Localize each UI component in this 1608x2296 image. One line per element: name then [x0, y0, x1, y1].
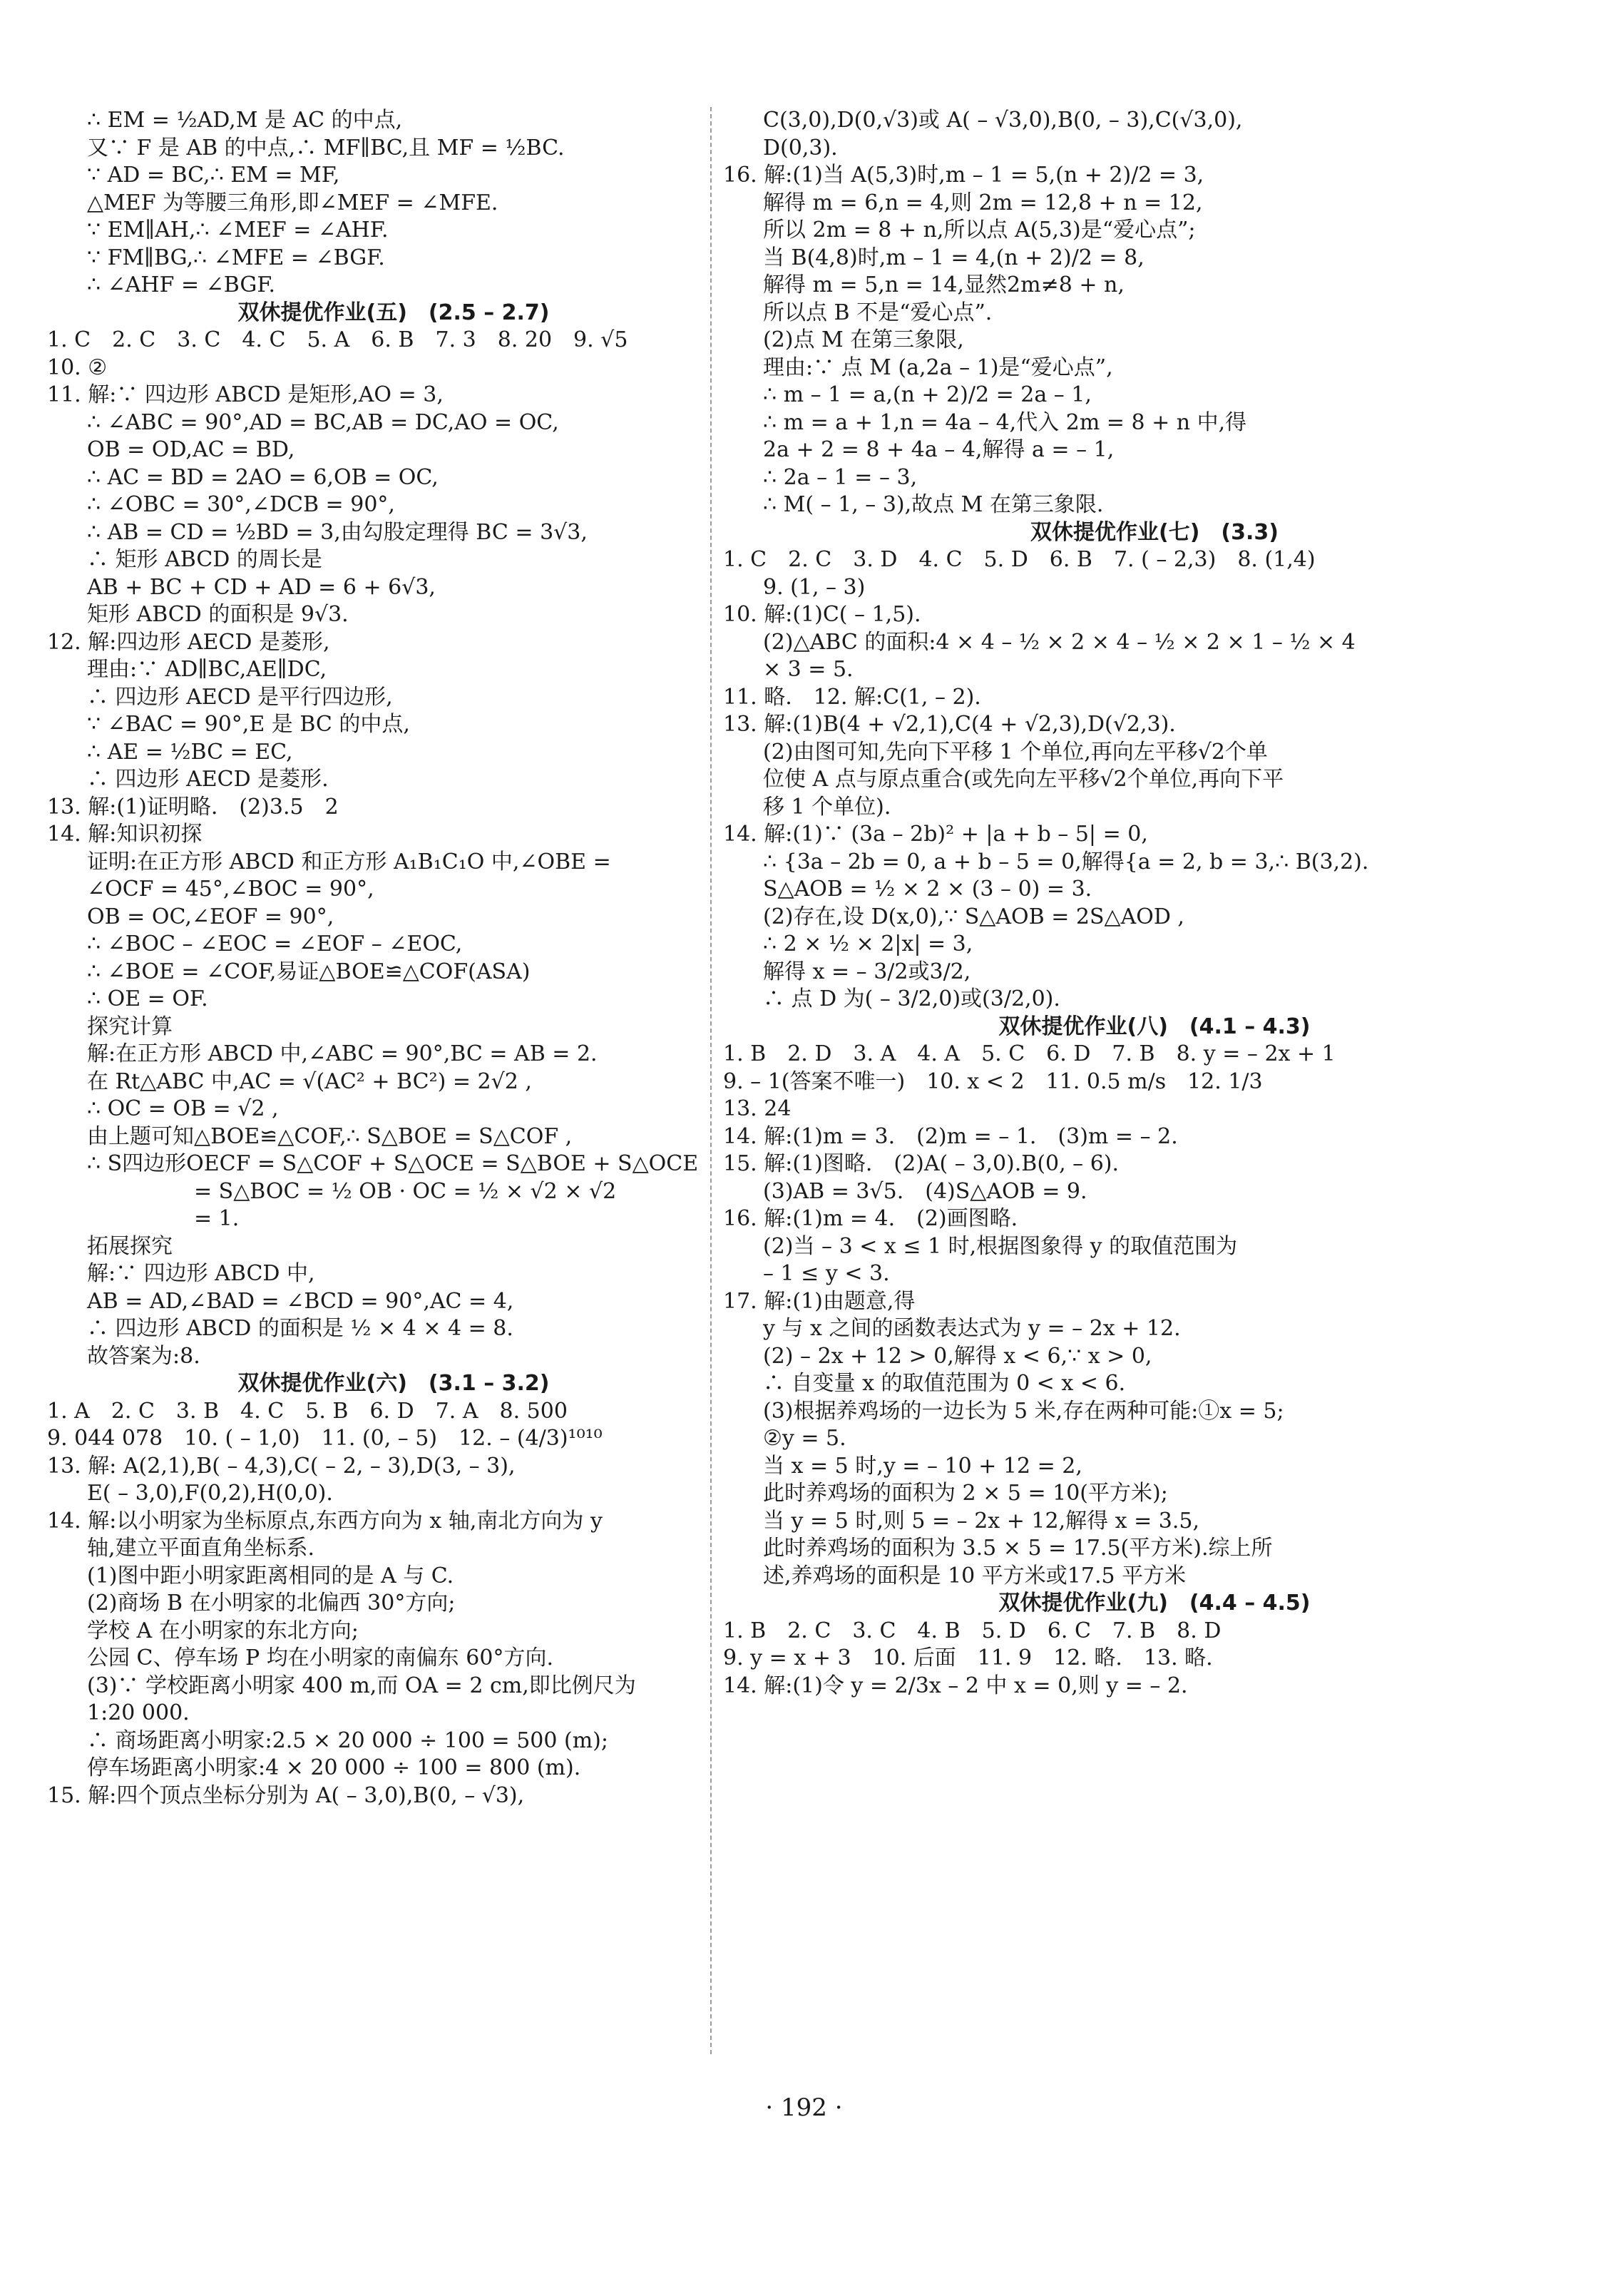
answer-line: ∴ 四边形 ABCD 的面积是 ½ × 4 × 4 = 8.	[87, 1316, 513, 1341]
answer-line: 14. 解:知识初探	[47, 822, 203, 847]
answer-line: AB = AD,∠BAD = ∠BCD = 90°,AC = 4,	[87, 1288, 514, 1314]
answer-line: 12. 解:四边形 AECD 是菱形,	[47, 629, 330, 655]
answer-line: 学校 A 在小明家的东北方向;	[87, 1618, 359, 1643]
answer-line: 此时养鸡场的面积为 2 × 5 = 10(平方米);	[763, 1481, 1168, 1506]
answer-line: ∵ ∠BAC = 90°,E 是 BC 的中点,	[87, 712, 410, 737]
answer-line: ∴ EM = ½AD,M 是 AC 的中点,	[87, 108, 403, 133]
answer-line: (2)△ABC 的面积:4 × 4 – ½ × 2 × 4 – ½ × 2 × 1 – ½ × 4	[763, 629, 1356, 655]
answer-line: ∵ AD = BC,∴ EM = MF,	[87, 163, 340, 188]
answer-line: (3)AB = 3√5. (4)S△AOB = 9.	[763, 1178, 1087, 1204]
answer-line: (2)商场 B 在小明家的北偏西 30°方向;	[87, 1591, 456, 1616]
answer-line: (2)点 M 在第三象限,	[763, 327, 964, 352]
answer-line: (2)当 – 3 < x ≤ 1 时,根据图象得 y 的取值范围为	[763, 1233, 1238, 1259]
answer-line: 探究计算	[87, 1014, 173, 1039]
answer-line: OB = OC,∠EOF = 90°,	[87, 904, 334, 929]
answer-line: 轴,建立平面直角坐标系.	[87, 1536, 315, 1561]
answer-line: ∵ EM∥AH,∴ ∠MEF = ∠AHF.	[87, 218, 389, 243]
answer-line: 9. 044 078 10. ( – 1,0) 11. (0, – 5) 12. – (4/3)¹⁰¹⁰	[47, 1426, 603, 1451]
answer-line: 11. 解:∵ 四边形 ABCD 是矩形,AO = 3,	[47, 382, 444, 407]
answer-line: ∴ 自变量 x 的取值范围为 0 < x < 6.	[763, 1371, 1126, 1396]
answer-line: ∴ ∠ABC = 90°,AD = BC,AB = DC,AO = OC,	[87, 409, 559, 435]
answer-line: = S△BOC = ½ OB · OC = ½ × √2 × √2	[87, 1178, 617, 1204]
answer-line: 又∵ F 是 AB 的中点,∴ MF∥BC,且 MF = ½BC.	[87, 135, 565, 160]
answer-line: (2) – 2x + 12 > 0,解得 x < 6,∵ x > 0,	[763, 1343, 1152, 1369]
answer-line: ∴ 矩形 ABCD 的周长是	[87, 547, 322, 572]
answer-line: 11. 略. 12. 解:C(1, – 2).	[723, 684, 981, 710]
answer-line: ∴ 2a – 1 = – 3,	[763, 464, 918, 490]
answer-line: 1. C 2. C 3. C 4. C 5. A 6. B 7. 3 8. 20 9. √5	[47, 327, 628, 352]
answer-line: 解得 x = – 3/2或3/2,	[763, 959, 971, 984]
answer-line: 解:在正方形 ABCD 中,∠ABC = 90°,BC = AB = 2.	[87, 1041, 598, 1066]
answer-line: 15. 解:(1)图略. (2)A( – 3,0).B(0, – 6).	[723, 1151, 1120, 1176]
answer-line: △MEF 为等腰三角形,即∠MEF = ∠MFE.	[87, 190, 498, 215]
answer-line: 1. C 2. C 3. D 4. C 5. D 6. B 7. ( – 2,3) 8. (1,4)	[723, 547, 1316, 572]
answer-line: 9. (1, – 3)	[763, 574, 866, 600]
answer-line: 移 1 个单位).	[763, 794, 891, 820]
answer-line: 14. 解:(1)m = 3. (2)m = – 1. (3)m = – 2.	[723, 1123, 1178, 1149]
answer-line: ∴ 2 × ½ × 2|x| = 3,	[763, 932, 973, 956]
answer-line: ∴ ∠BOC – ∠EOC = ∠EOF – ∠EOC,	[87, 932, 463, 956]
answer-line: ∴ 四边形 AECD 是平行四边形,	[87, 684, 393, 710]
answer-line: S△AOB = ½ × 2 × (3 – 0) = 3.	[763, 877, 1092, 902]
answer-line: 拓展探究	[87, 1233, 173, 1259]
answer-line: (1)图中距小明家距离相同的是 A 与 C.	[87, 1563, 454, 1588]
answer-line: 述,养鸡场的面积是 10 平方米或17.5 平方米	[763, 1563, 1187, 1588]
answer-line: ∴ ∠AHF = ∠BGF.	[87, 272, 275, 297]
answer-line: 1. B 2. C 3. C 4. B 5. D 6. C 7. B 8. D	[723, 1618, 1222, 1643]
answer-line: 故答案为:8.	[87, 1343, 200, 1369]
answer-line: ∴ ∠OBC = 30°,∠DCB = 90°,	[87, 492, 395, 517]
answer-line: 13. 解: A(2,1),B( – 4,3),C( – 2, – 3),D(3, – 3),	[47, 1453, 516, 1479]
answer-line: ∴ M( – 1, – 3),故点 M 在第三象限.	[763, 492, 1104, 517]
answer-line: 16. 解:(1)m = 4. (2)画图略.	[723, 1206, 1018, 1231]
answer-line: 1:20 000.	[87, 1700, 190, 1725]
answer-line: – 1 ≤ y < 3.	[763, 1261, 890, 1286]
answer-line: 16. 解:(1)当 A(5,3)时,m – 1 = 5,(n + 2)/2 = 3,	[723, 163, 1204, 188]
answer-line: ∴ m – 1 = a,(n + 2)/2 = 2a – 1,	[763, 382, 1092, 407]
section-heading: 双休提优作业(九) (4.4 – 4.5)	[998, 1591, 1311, 1616]
answer-line: 矩形 ABCD 的面积是 9√3.	[87, 602, 349, 627]
answer-line: 17. 解:(1)由题意,得	[723, 1288, 916, 1314]
answer-line: 15. 解:四个顶点坐标分别为 A( – 3,0),B(0, – √3),	[47, 1782, 525, 1808]
answer-line: OB = OD,AC = BD,	[87, 437, 295, 462]
answer-line: ∴ 点 D 为( – 3/2,0)或(3/2,0).	[763, 986, 1060, 1011]
answer-line: 所以 2m = 8 + n,所以点 A(5,3)是“爱心点”;	[763, 218, 1196, 243]
answer-line: 10. ②	[47, 354, 108, 380]
answer-line: AB + BC + CD + AD = 6 + 6√3,	[87, 574, 436, 600]
answer-line: ∠OCF = 45°,∠BOC = 90°,	[87, 877, 374, 902]
answer-line: ∴ OC = OB = √2 ,	[87, 1096, 279, 1121]
left-column	[47, 107, 697, 1810]
answer-line: ∴ 商场距离小明家:2.5 × 20 000 ÷ 100 = 500 (m);	[87, 1728, 608, 1753]
answer-line: 13. 解:(1)证明略. (2)3.5 2	[47, 794, 339, 820]
answer-line: 由上题可知△BOE≌△COF,∴ S△BOE = S△COF ,	[87, 1123, 573, 1149]
section-heading: 双休提优作业(八) (4.1 – 4.3)	[998, 1014, 1311, 1039]
answer-line: (3)根据养鸡场的一边长为 5 米,存在两种可能:①x = 5;	[763, 1398, 1284, 1424]
answer-line: 位使 A 点与原点重合(或先向左平移√2个单位,再向下平	[763, 767, 1284, 792]
answer-line: 13. 解:(1)B(4 + √2,1),C(4 + √2,3),D(√2,3).	[723, 712, 1176, 737]
answer-line: 公园 C、停车场 P 均在小明家的南偏东 60°方向.	[87, 1646, 553, 1670]
answer-line: 9. – 1(答案不唯一) 10. x < 2 11. 0.5 m/s 12. 1/3	[723, 1068, 1263, 1094]
answer-line: ∴ m = a + 1,n = 4a – 4,代入 2m = 8 + n 中,得	[763, 409, 1247, 435]
answer-line: (2)由图可知,先向下平移 1 个单位,再向左平移√2个单	[763, 739, 1268, 765]
answer-line: 所以点 B 不是“爱心点”.	[763, 300, 993, 325]
answer-line: 9. y = x + 3 10. 后面 11. 9 12. 略. 13. 略.	[723, 1646, 1213, 1670]
answer-line: ∴ AC = BD = 2AO = 6,OB = OC,	[87, 464, 439, 490]
answer-line: E( – 3,0),F(0,2),H(0,0).	[87, 1481, 333, 1506]
answer-line: = 1.	[87, 1206, 240, 1231]
answer-line: ②y = 5.	[763, 1426, 846, 1451]
answer-line: 当 B(4,8)时,m – 1 = 4,(n + 2)/2 = 8,	[763, 245, 1144, 270]
section-heading: 双休提优作业(五) (2.5 – 2.7)	[237, 300, 550, 325]
answer-line: 理由:∵ AD∥BC,AE∥DC,	[87, 657, 327, 682]
answer-line: y 与 x 之间的函数表达式为 y = – 2x + 12.	[763, 1316, 1181, 1341]
answer-line: ∴ AB = CD = ½BD = 3,由勾股定理得 BC = 3√3,	[87, 519, 588, 545]
answer-line: 解得 m = 5,n = 14,显然2m≠8 + n,	[763, 272, 1125, 297]
answer-line: 当 x = 5 时,y = – 10 + 12 = 2,	[763, 1453, 1082, 1479]
answer-line: 停车场距离小明家:4 × 20 000 ÷ 100 = 800 (m).	[87, 1755, 581, 1780]
answer-line: 当 y = 5 时,则 5 = – 2x + 12,解得 x = 3.5,	[763, 1508, 1200, 1534]
answer-line: 理由:∵ 点 M (a,2a – 1)是“爱心点”,	[763, 354, 1113, 380]
answer-line: 解得 m = 6,n = 4,则 2m = 12,8 + n = 12,	[763, 190, 1203, 215]
answer-line: 14. 解:以小明家为坐标原点,东西方向为 x 轴,南北方向为 y	[47, 1508, 603, 1534]
answer-line: 14. 解:(1)令 y = 2/3x – 2 中 x = 0,则 y = – 2.	[723, 1673, 1188, 1698]
answer-line: (3)∵ 学校距离小明家 400 m,而 OA = 2 cm,即比例尺为	[87, 1673, 636, 1698]
answer-line: 证明:在正方形 ABCD 和正方形 A₁B₁C₁O 中,∠OBE =	[87, 849, 611, 874]
answer-line: ∴ S四边形OECF = S△COF + S△OCE = S△BOE + S△OCE	[87, 1151, 699, 1176]
answer-line: 1. A 2. C 3. B 4. C 5. B 6. D 7. A 8. 500	[47, 1398, 568, 1424]
answer-line: 13. 24	[723, 1096, 792, 1121]
answer-line: 1. B 2. D 3. A 4. A 5. C 6. D 7. B 8. y = – 2x + 1	[723, 1041, 1336, 1066]
answer-line: ∵ FM∥BG,∴ ∠MFE = ∠BGF.	[87, 245, 385, 270]
answer-line: 14. 解:(1)∵ (3a – 2b)² + |a + b – 5| = 0,	[723, 822, 1148, 847]
answer-line: ∴ {3a – 2b = 0, a + b – 5 = 0,解得{a = 2, b = 3,∴ B(3,2).	[763, 849, 1369, 874]
answer-line: ∴ 四边形 AECD 是菱形.	[87, 767, 329, 792]
answer-line: 在 Rt△ABC 中,AC = √(AC² + BC²) = 2√2 ,	[87, 1068, 532, 1094]
section-heading: 双休提优作业(七) (3.3)	[1030, 519, 1279, 545]
answer-line: C(3,0),D(0,√3)或 A( – √3,0),B(0, – 3),C(√3,0),	[763, 108, 1243, 133]
answer-line: 10. 解:(1)C( – 1,5).	[723, 602, 921, 627]
right-column	[723, 107, 1543, 1700]
answer-line: D(0,3).	[763, 135, 838, 160]
answer-line: 解:∵ 四边形 ABCD 中,	[87, 1261, 315, 1286]
section-heading: 双休提优作业(六) (3.1 – 3.2)	[237, 1371, 550, 1396]
answer-line: 此时养鸡场的面积为 3.5 × 5 = 17.5(平方米).综上所	[763, 1536, 1273, 1561]
answer-line: × 3 = 5.	[763, 657, 854, 682]
answer-line: 2a + 2 = 8 + 4a – 4,解得 a = – 1,	[763, 437, 1115, 462]
answer-line: (2)存在,设 D(x,0),∵ S△AOB = 2S△AOD ,	[763, 904, 1184, 929]
page-number: · 192 ·	[765, 2093, 843, 2122]
answer-line: ∴ ∠BOE = ∠COF,易证△BOE≌△COF(ASA)	[87, 959, 531, 984]
answer-line: ∴ AE = ½BC = EC,	[87, 739, 293, 765]
answer-line: ∴ OE = OF.	[87, 986, 208, 1011]
column-divider	[710, 107, 712, 2054]
